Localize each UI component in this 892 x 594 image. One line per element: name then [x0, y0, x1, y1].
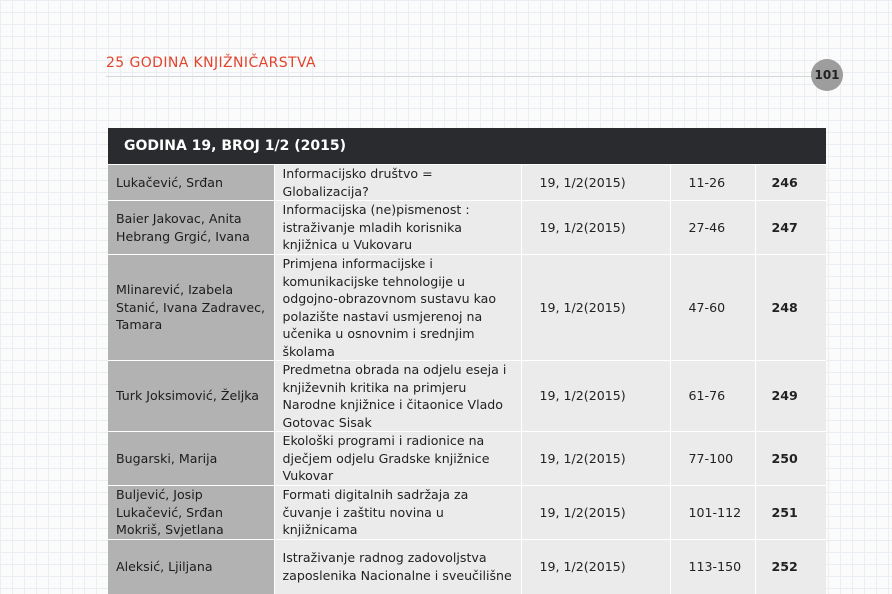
- pages-cell: 101-112: [670, 486, 755, 540]
- table-row: [108, 432, 826, 486]
- pages-cell: 113-150: [670, 540, 755, 594]
- number-cell: 252: [755, 540, 826, 594]
- pages-cell: 77-100: [670, 432, 755, 486]
- number-cell: 248: [755, 255, 826, 361]
- volume-cell: 19, 1/2(2015): [521, 201, 670, 255]
- author-cell: Buljević, Josip Lukačević, Srđan Mokriš, Svjetlana: [108, 486, 274, 540]
- number-cell: 250: [755, 432, 826, 486]
- pages-cell: 47-60: [670, 255, 755, 361]
- table-row: [108, 165, 826, 201]
- title-cell: Informacijsko društvo = Globalizacija?: [274, 165, 521, 201]
- table-row: [108, 361, 826, 432]
- publication-table: [108, 128, 826, 594]
- running-title: 25 GODINA KNJIŽNIČARSTVA: [106, 55, 317, 71]
- title-cell: Informacijska (ne)pismenost : istraživanje mladih korisnika knjižnica u Vukovaru: [274, 201, 521, 255]
- volume-cell: 19, 1/2(2015): [521, 432, 670, 486]
- volume-cell: 19, 1/2(2015): [521, 540, 670, 594]
- page-number-badge: 101: [811, 59, 843, 91]
- number-cell: 249: [755, 361, 826, 432]
- title-cell: Formati digitalnih sadržaja za čuvanje i zaštitu novina u knjižnicama: [274, 486, 521, 540]
- articles-table: [108, 164, 826, 594]
- pages-cell: 27-46: [670, 201, 755, 255]
- number-cell: 251: [755, 486, 826, 540]
- table-row: [108, 540, 826, 594]
- title-cell: Ekološki programi i radionice na dječjem odjelu Gradske knjižnice Vukovar: [274, 432, 521, 486]
- table-row: [108, 255, 826, 361]
- author-cell: Lukačević, Srđan: [108, 165, 274, 201]
- table-row: [108, 486, 826, 540]
- title-cell: Primjena informacijske i komunikacijske tehnologije u odgojno-obrazovnom sustavu kao polazište nastavi usmjerenoj na učenika u osnovnim i srednjim školama: [274, 255, 521, 361]
- pages-cell: 61-76: [670, 361, 755, 432]
- author-cell: Baier Jakovac, Anita Hebrang Grgić, Ivana: [108, 201, 274, 255]
- volume-cell: 19, 1/2(2015): [521, 486, 670, 540]
- number-cell: 246: [755, 165, 826, 201]
- author-cell: Turk Joksimović, Željka: [108, 361, 274, 432]
- title-cell: Predmetna obrada na odjelu eseja i književnih kritika na primjeru Narodne knjižnice i čitaonice Vlado Gotovac Sisak: [274, 361, 521, 432]
- table-title: GODINA 19, BROJ 1/2 (2015): [108, 128, 826, 164]
- pages-cell: 11-26: [670, 165, 755, 201]
- header-divider: [106, 76, 812, 77]
- volume-cell: 19, 1/2(2015): [521, 361, 670, 432]
- author-cell: Aleksić, Ljiljana: [108, 540, 274, 594]
- table-row: [108, 201, 826, 255]
- author-cell: Bugarski, Marija: [108, 432, 274, 486]
- number-cell: 247: [755, 201, 826, 255]
- volume-cell: 19, 1/2(2015): [521, 255, 670, 361]
- author-cell: Mlinarević, Izabela Stanić, Ivana Zadravec, Tamara: [108, 255, 274, 361]
- title-cell: Istraživanje radnog zadovoljstva zaposlenika Nacionalne i sveučilišne: [274, 540, 521, 594]
- volume-cell: 19, 1/2(2015): [521, 165, 670, 201]
